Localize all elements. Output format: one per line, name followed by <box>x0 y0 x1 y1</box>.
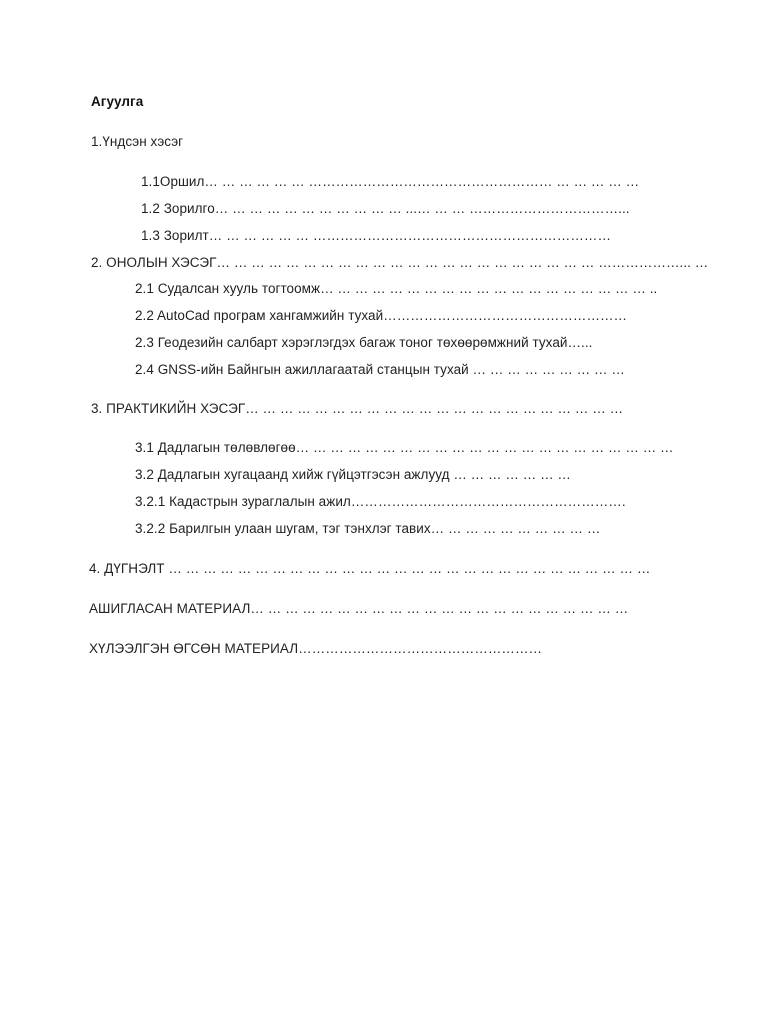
toc-entry-red-line: 3.2.2 Барилгын улаан шугам, тэг тэнхлэг тавих… … … … … … … … … … <box>135 521 601 536</box>
toc-entry-main-part: 1.Үндсэн хэсэг <box>91 134 184 149</box>
toc-entry-cadastral-mapping: 3.2.1 Кадастрын зураглалын ажил……………………………………………………. <box>135 494 626 509</box>
toc-entry-references: АШИГЛАСАН МАТЕРИАЛ… … … … … … … … … … … … … … … … … … … … … … <box>89 601 629 616</box>
toc-entry-goal: 1.2 Зорилго… … … … … … … … … … … ...… … … ……………………………... <box>141 201 630 216</box>
toc-entry-autocad: 2.2 AutoCad програм хангамжийн тухай……………………………………………… <box>135 308 628 323</box>
toc-entry-conclusion: 4. ДҮГНЭЛТ … … … … … … … … … … … … … … … … … … … … … … … … … … … … <box>89 561 651 576</box>
toc-entry-laws: 2.1 Судалсан хууль тогтоомж… … … … … … … … … … … … … … … … … … … .. <box>135 281 658 296</box>
toc-entry-work-done: 3.2 Дадлагын хугацаанд хийж гүйцэтгэсэн ажлууд … … … … … … … <box>135 467 571 482</box>
toc-entry-gnss: 2.4 GNSS-ийн Байнгын ажиллагаатай станцын тухай … … … … … … … … … <box>135 362 625 377</box>
document-title: Агуулга <box>91 94 144 109</box>
toc-entry-practice-plan: 3.1 Дадлагын төлөвлөгөө… … … … … … … … … … … … … … … … … … … … … … <box>135 440 674 455</box>
toc-entry-introduction: 1.1Оршил… … … … … … ……………………………………………… … … … … … <box>141 174 640 189</box>
toc-entry-objectives: 1.3 Зорилт… … … … … … ………………………………………………………… <box>141 228 611 243</box>
toc-entry-practice-part: 3. ПРАКТИКИЙН ХЭСЭГ… … … … … … … … … … … … … … … … … … … … … … <box>91 401 624 416</box>
toc-entry-geodesy-equipment: 2.3 Геодезийн салбарт хэрэглэгдэх багаж тоног төхөөрөмжний тухай…... <box>135 335 593 350</box>
toc-entry-appendix: ХҮЛЭЭЛГЭН ӨГСӨН МАТЕРИАЛ……………………………………………… <box>89 641 543 656</box>
toc-entry-theory-part: 2. ОНОЛЫН ХЭСЭГ… … … … … … … … … … … … … … … … … … … … … … ………………... … <box>91 255 709 270</box>
